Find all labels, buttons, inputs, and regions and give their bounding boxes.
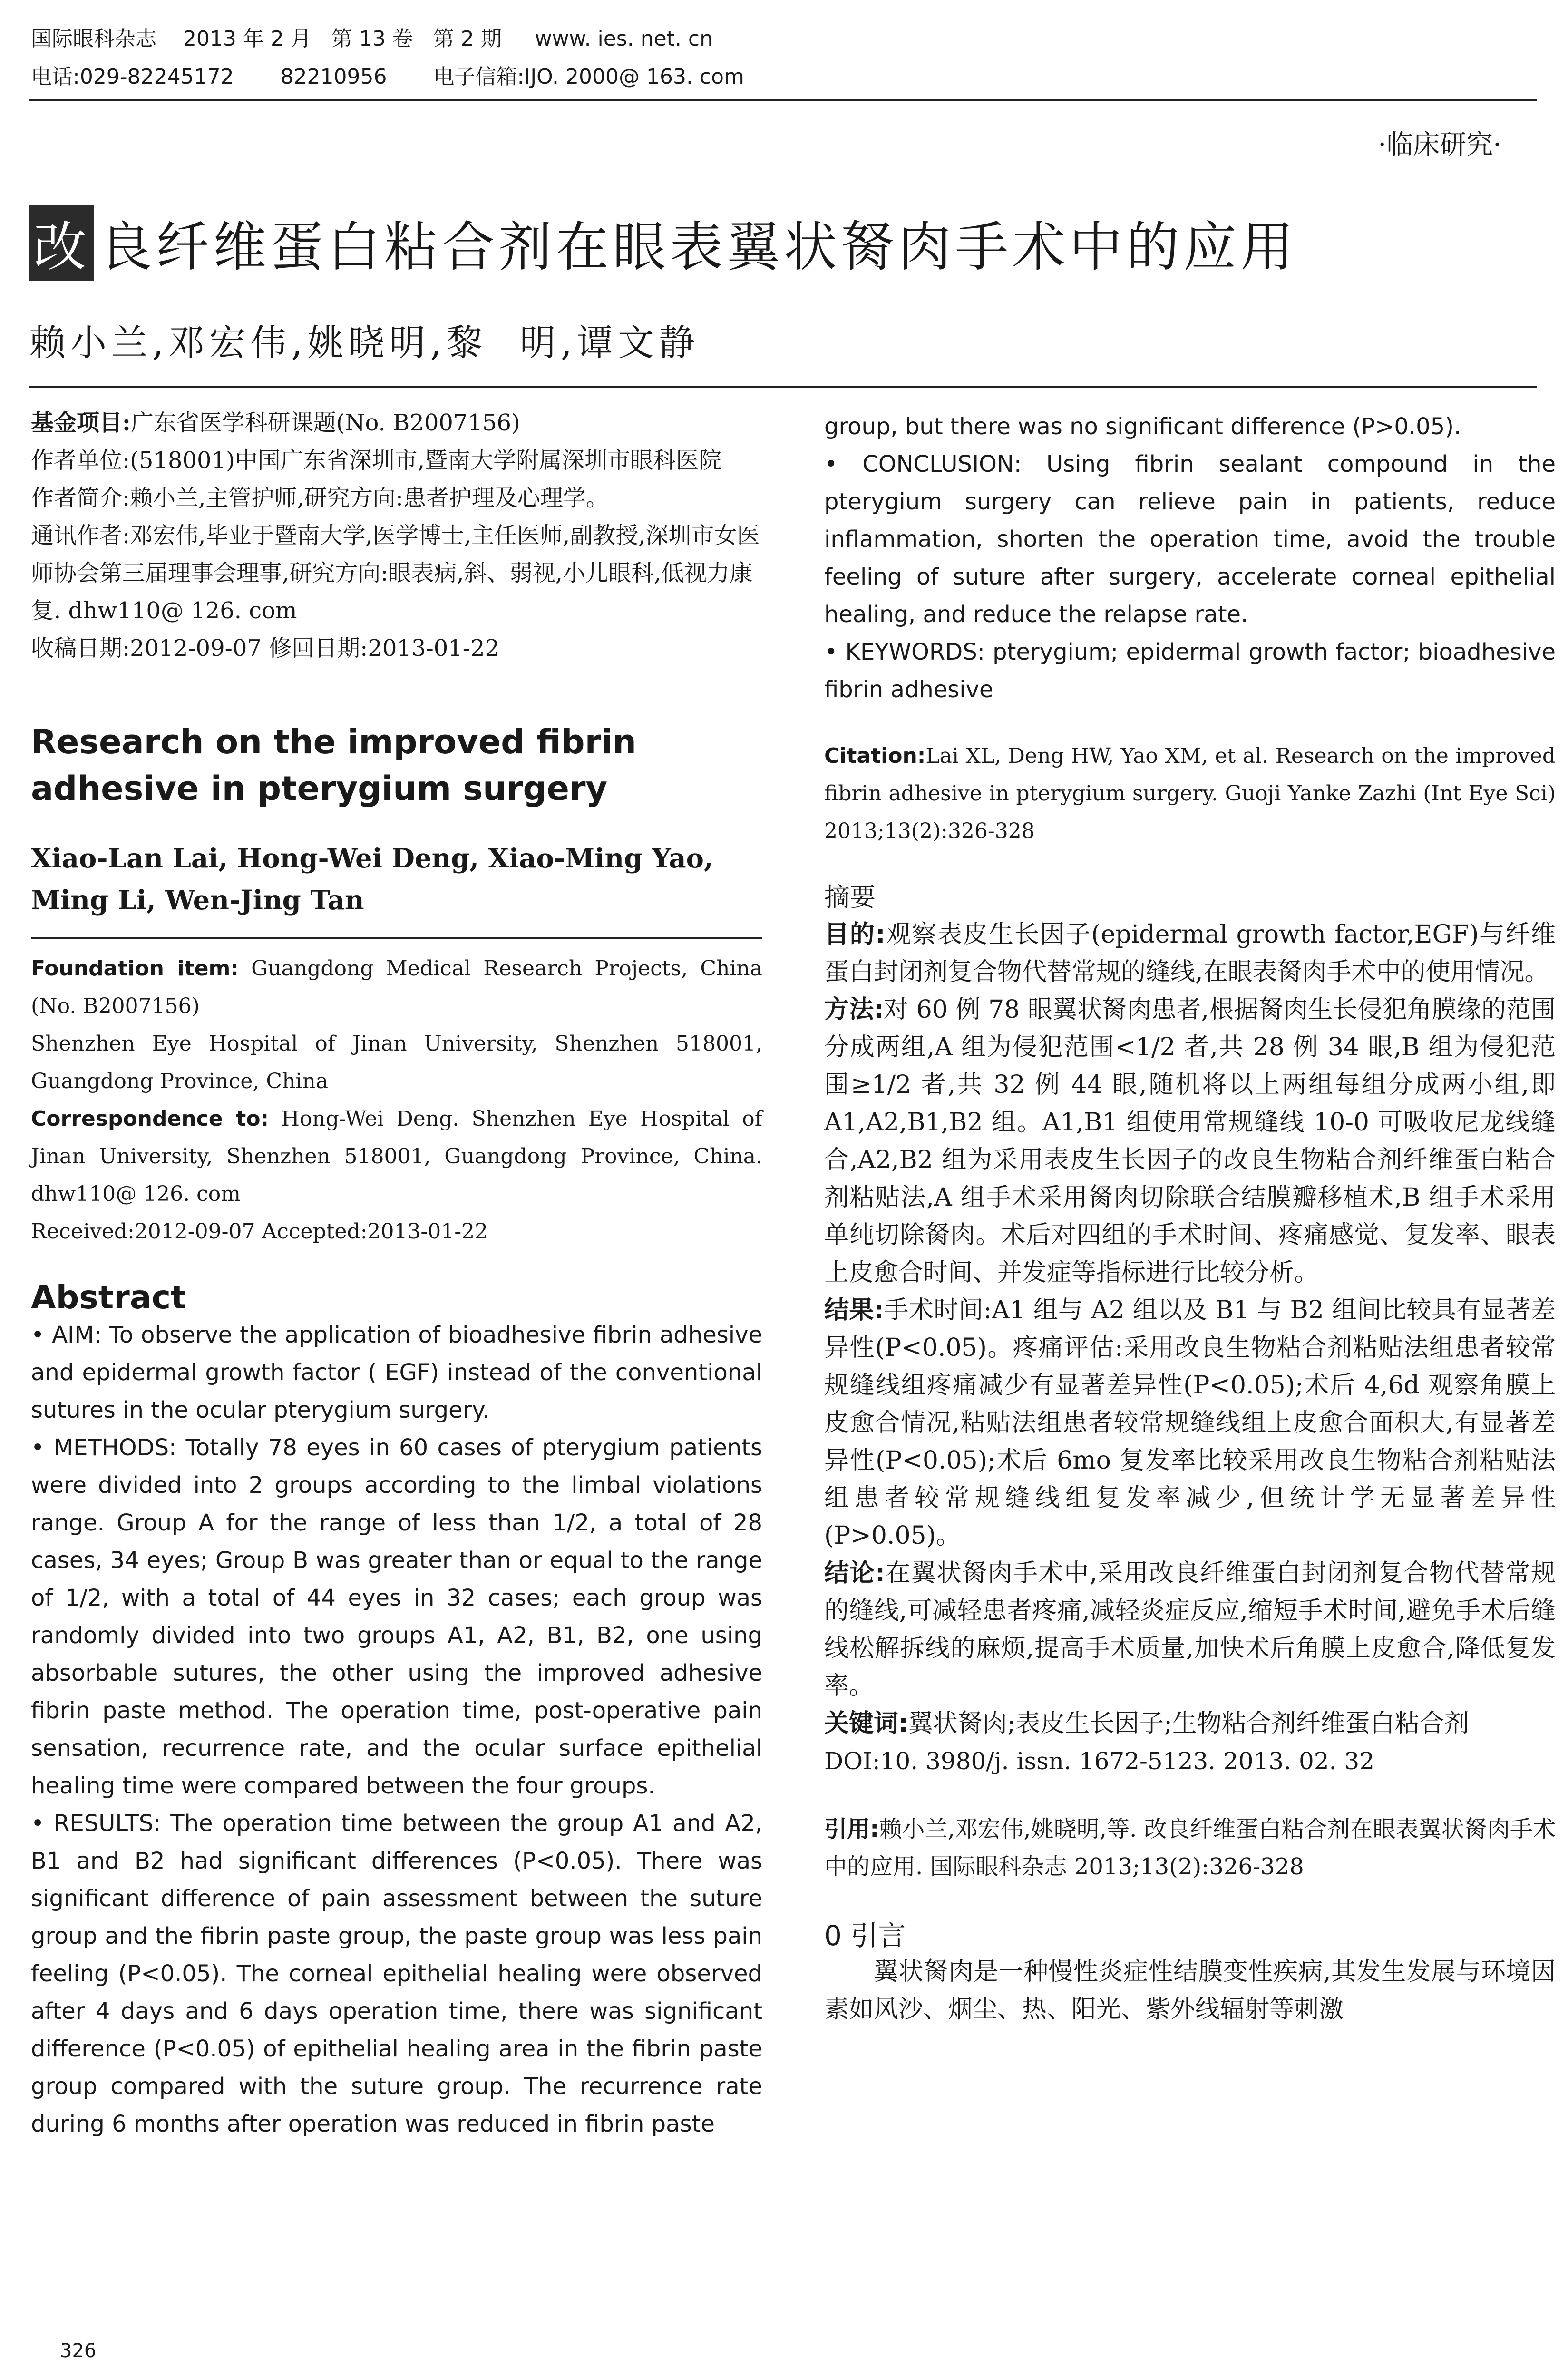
hospital-address: Shenzhen Eye Hospital of Jinan University, Shenzhen 518001, Guangdong Province, China [31, 1032, 762, 1093]
correspondence-text: Hong-Wei Deng. Shenzhen Eye Hospital of Jinan University, Shenzhen 518001, Guangdong Province, China. dhw110@ 126. com [31, 1107, 762, 1206]
doi: DOI:10. 3980/j. issn. 1672-5123. 2013. 02. 32 [824, 1747, 1375, 1775]
chinese-authors: 赖小兰,邓宏伟,姚晓明,黎 明,谭文静 [29, 321, 700, 364]
cn-method-text: 对 60 例 78 眼翼状胬肉患者,根据胬肉生长侵犯角膜缘的范围分成两组,A 组为侵犯范围<1/2 者,共 28 例 34 眼,B 组为侵犯范围≥1/2 者,共 32 例 44 眼,随机将以上两组每组分成两小组,即 A1,A2,B1,B2 组。A1,B1 组使用常规缝线 10-0 可吸收尼龙线缝合,A2,B2 组为采用表皮生长因子的改良生物粘合剂纤维蛋白粘合剂粘贴法,A 组手术采用胬肉切除联合结膜瓣移植术,B 组手术采用单纯切除胬肉。术后对四组的手术时间、疼痛感觉、复发率、眼表上皮愈合时间、并发症等指标进行比较分析。 [824, 995, 1556, 1287]
abstract-keywords: • KEYWORDS: pterygium; epidermal growth factor; bioadhesive fibrin adhesive [824, 639, 1556, 703]
abstract-heading: Abstract [31, 1279, 186, 1316]
abstract-aim: • AIM: To observe the application of bioadhesive fibrin adhesive and epidermal growth factor ( EGF) instead of the conventional sutures in the ocular pterygium surgery. [31, 1322, 762, 1423]
introduction-text: 翼状胬肉是一种慢性炎症性结膜变性疾病,其发生发展与环境因素如风沙、烟尘、热、阳光、紫外线辐射等刺激 [824, 1958, 1556, 2024]
right-column [824, 408, 1556, 2028]
cn-citation-text: 赖小兰,邓宏伟,姚晓明,等. 改良纤维蛋白粘合剂在眼表翼状胬肉手术中的应用. 国际眼科杂志 2013;13(2):326-328 [824, 1816, 1556, 1880]
citation [824, 737, 1556, 850]
chinese-abstract [824, 878, 1556, 1780]
english-meta [31, 950, 762, 1250]
foundation-label: Foundation item: [31, 956, 239, 981]
cn-conclusion-text: 在翼状胬肉手术中,采用改良纤维蛋白封闭剂复合物代替常规的缝线,可减轻患者疼痛,减轻炎症反应,缩短手术时间,避免手术后缝线松解拆线的麻烦,提高手术质量,加快术后角膜上皮愈合,降低复发率。 [824, 1559, 1556, 1700]
section-tag: ·临床研究· [1378, 129, 1501, 160]
cn-keywords-text: 翼状胬肉;表皮生长因子;生物粘合剂纤维蛋白粘合剂 [908, 1709, 1469, 1738]
english-title: Research on the improved fibrin adhesive in pterygium surgery [31, 722, 636, 808]
title-first-char: 改 [29, 205, 94, 281]
english-authors: Xiao-Lan Lai, Hong-Wei Deng, Xiao-Ming Yao, Ming Li, Wen-Jing Tan [31, 843, 713, 916]
foundation-text: Guangdong Medical Research Projects, China (No. B2007156) [31, 956, 762, 1018]
cn-result-text: 手术时间:A1 组与 A2 组以及 B1 与 B2 组间比较具有显著差异性(P<0.05)。疼痛评估:采用改良生物粘合剂粘贴法组患者较常规缝线组疼痛减少有显著差异性(P<0.05);术后 4,6d 观察角膜上皮愈合情况,粘贴法组患者较常规缝线组上皮愈合面积大,有显著差异性(P<0.05);术后 6mo 复发率比较采用改良生物粘合剂粘贴法组患者较常规缝线组复发率减少,但统计学无显著差异性(P>0.05)。 [824, 1296, 1556, 1550]
cn-result-label: 结果: [824, 1296, 884, 1325]
cn-method-label: 方法: [824, 995, 884, 1024]
english-abstract [31, 1316, 762, 2143]
cn-aim-label: 目的: [824, 920, 886, 949]
author-unit: 作者单位:(518001)中国广东省深圳市,暨南大学附属深圳市眼科医院 [31, 447, 722, 474]
abstract-results-continued: group, but there was no significant difference (P>0.05). [824, 413, 1461, 440]
correspondence-label: Correspondence to: [31, 1107, 269, 1131]
title-rest: 良纤维蛋白粘合剂在眼表翼状胬肉手术中的应用 [99, 216, 1297, 278]
cn-keywords-label: 关键词: [824, 1709, 908, 1738]
cn-citation-label: 引用: [824, 1816, 879, 1842]
author-bio: 作者简介:赖小兰,主管护师,研究方向:患者护理及心理学。 [31, 485, 609, 511]
article-title [29, 205, 1297, 281]
corresponding-author: 通讯作者:邓宏伟,毕业于暨南大学,医学博士,主任医师,副教授,深圳市女医师协会第三届理事会理事,研究方向:眼表病,斜、弱视,小儿眼科,低视力康复. dhw110@ 126. com [31, 522, 760, 624]
left-column [31, 404, 762, 2143]
authors-rule [29, 386, 1537, 388]
fund-text: 广东省医学科研课题(No. B2007156) [130, 409, 520, 436]
citation-text: Lai XL, Deng HW, Yao XM, et al. Research on the improved fibrin adhesive in pterygium surgery. Guoji Yanke Zazhi (Int Eye Sci) 2013;13(2):326-328 [824, 744, 1556, 843]
introduction-heading: 0 引言 [824, 1919, 906, 1952]
chinese-citation [824, 1811, 1556, 1886]
cn-conclusion-label: 结论: [824, 1559, 885, 1588]
cn-aim-text: 观察表皮生长因子(epidermal growth factor,EGF)与纤维蛋白封闭剂复合物代替常规的缝线,在眼表胬肉手术中的使用情况。 [824, 920, 1556, 986]
abstract-conclusion: • CONCLUSION: Using fibrin sealant compound in the pterygium surgery can relieve pain in patients, reduce inflammation, shorten the operation time, avoid the trouble feeling of suture after surgery, accelerate corneal epithelial healing, and reduce the relapse rate. [824, 451, 1556, 628]
citation-label: Citation: [824, 744, 926, 768]
received-dates-en: Received:2012-09-07 Accepted:2013-01-22 [31, 1219, 488, 1244]
abstract-results: • RESULTS: The operation time between the group A1 and A2, B1 and B2 had significant differences (P<0.05). There was significant difference of pain assessment between the suture group and the fibrin paste group, the paste group was less pain feeling (P<0.05). The corneal epithelial healing were observed after 4 days and 6 days operation time, there was significant difference (P<0.05) of epithelial healing area in the fibrin paste group compared with the suture group. The recurrence rate during 6 months after operation was reduced in fibrin paste [31, 1810, 762, 2137]
chinese-abstract-heading: 摘要 [824, 882, 876, 912]
page-number: 326 [60, 2340, 97, 2362]
chinese-meta [31, 404, 762, 667]
english-authors-rule [31, 937, 762, 939]
english-abstract-continued [824, 408, 1556, 709]
abstract-methods: • METHODS: Totally 78 eyes in 60 cases of pterygium patients were divided into 2 groups according to the limbal violations range. Group A for the range of less than 1/2, a total of 28 cases, 34 eyes; Group B was greater than or equal to the range of 1/2, with a total of 44 eyes in 32 cases; each group was randomly divided into two groups A1, A2, B1, B2, one using absorbable sutures, the other using the improved adhesive fibrin paste method. The operation time, post-operative pain sensation, recurrence rate, and the ocular surface epithelial healing time were compared between the four groups. [31, 1434, 762, 1799]
journal-header-line1: 国际眼科杂志 2013 年 2 月 第 13 卷 第 2 期 www. ies. net. cn [31, 27, 713, 51]
received-dates-cn: 收稿日期:2012-09-07 修回日期:2013-01-22 [31, 635, 500, 662]
fund-label: 基金项目: [31, 409, 131, 436]
journal-header-line2: 电话:029-82245172 82210956 电子信箱:IJO. 2000@ 163. com [31, 65, 744, 89]
header-rule [29, 99, 1537, 101]
